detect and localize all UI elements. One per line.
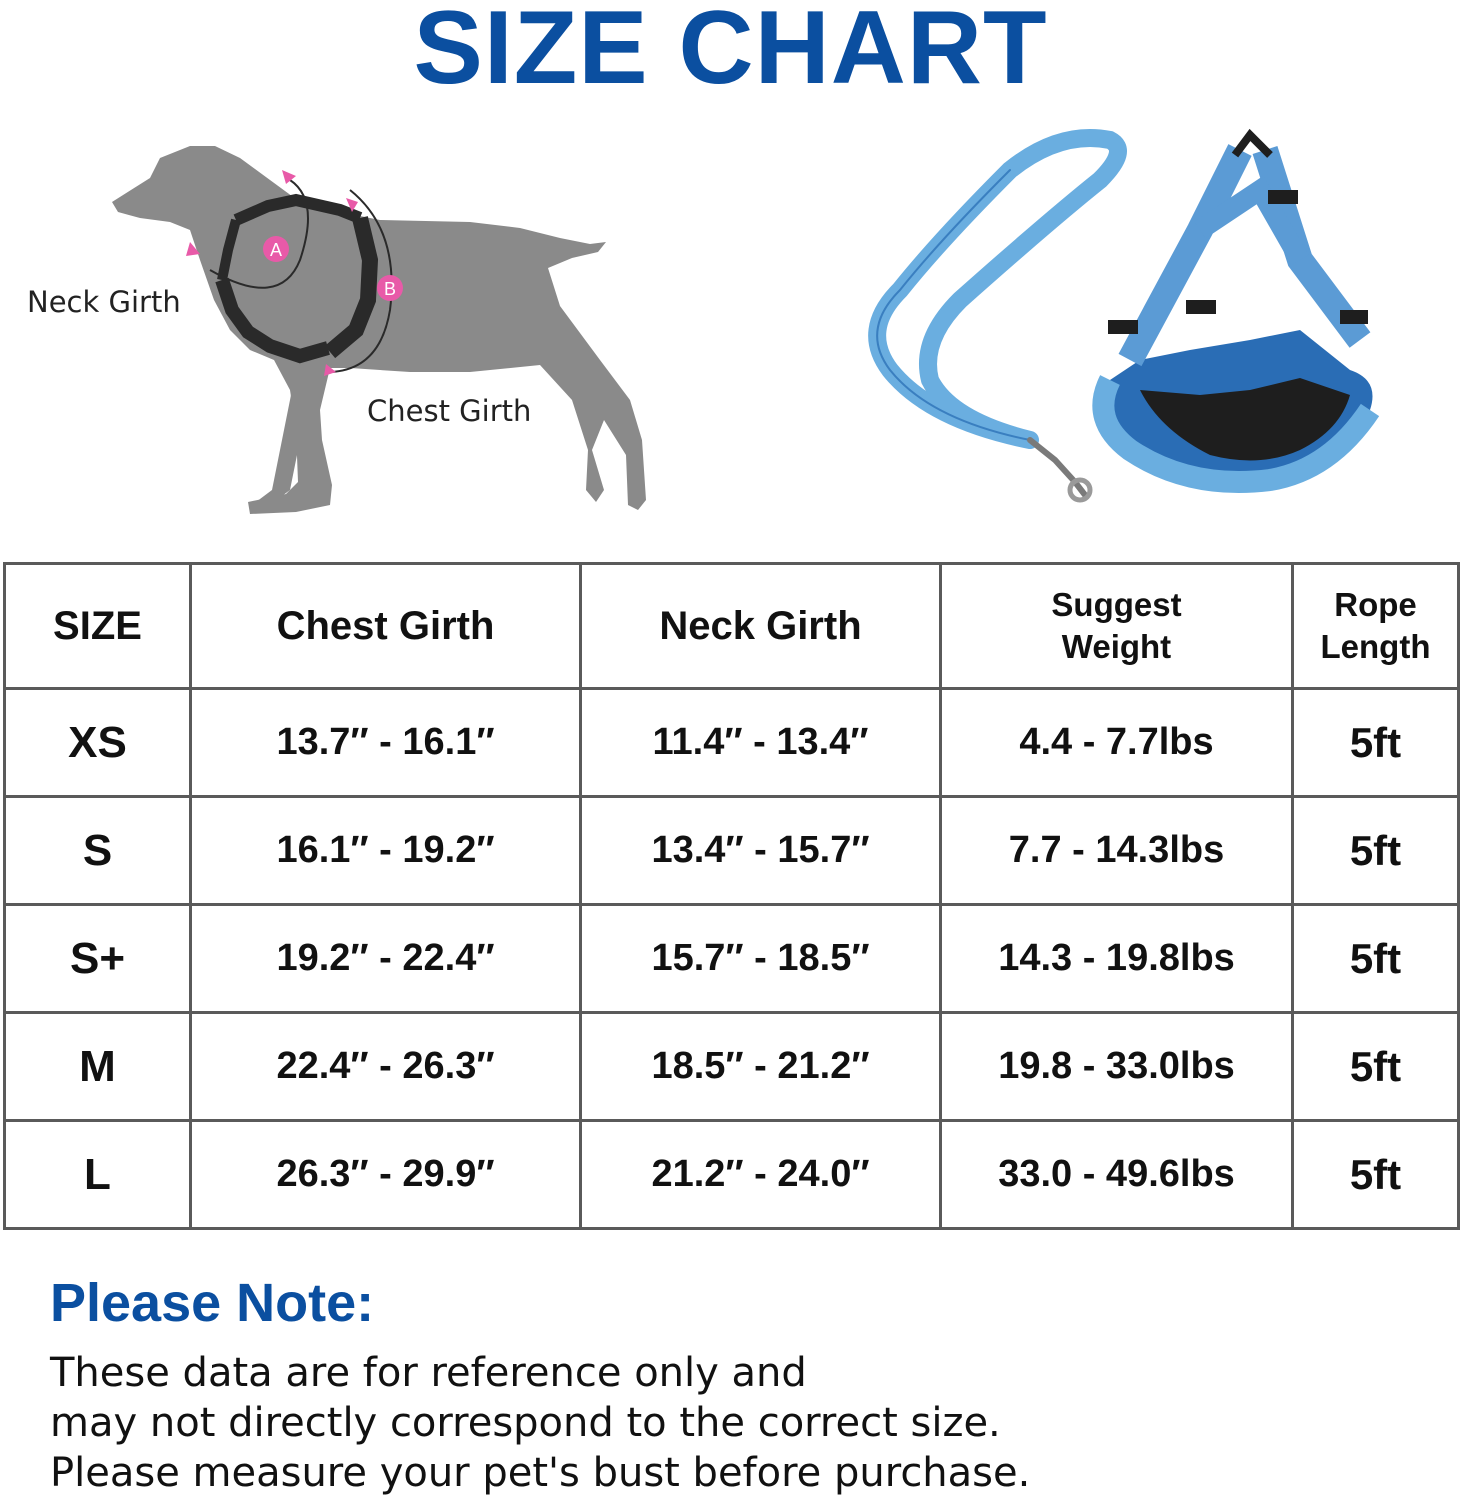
size-cell: S+ (5, 905, 191, 1013)
chest-cell: 22.4″ - 26.3″ (191, 1013, 581, 1121)
neck-cell: 11.4″ - 13.4″ (581, 689, 941, 797)
chest-girth-label: Chest Girth (367, 394, 532, 428)
note-line: Please measure your pet's bust before purchase. (50, 1450, 1031, 1496)
table-row (5, 797, 1459, 905)
weight-cell: 4.4 - 7.7lbs (941, 689, 1293, 797)
page-title: SIZE CHART (413, 0, 1048, 106)
rope-cell: 5ft (1293, 1013, 1459, 1121)
rope-cell: 5ft (1293, 689, 1459, 797)
header-chest-girth: Chest Girth (191, 564, 581, 689)
size-cell: S (5, 797, 191, 905)
table-row (5, 1121, 1459, 1229)
neck-cell: 21.2″ - 24.0″ (581, 1121, 941, 1229)
header-rope-length: Rope Length (1293, 564, 1459, 689)
chest-cell: 13.7″ - 16.1″ (191, 689, 581, 797)
weight-cell: 19.8 - 33.0lbs (941, 1013, 1293, 1121)
table-row (5, 905, 1459, 1013)
svg-text:A: A (269, 240, 283, 260)
rope-cell: 5ft (1293, 905, 1459, 1013)
table-header-row (5, 564, 1459, 689)
header-neck-girth: Neck Girth (581, 564, 941, 689)
weight-cell: 14.3 - 19.8lbs (941, 905, 1293, 1013)
chest-cell: 26.3″ - 29.9″ (191, 1121, 581, 1229)
table-row (5, 1013, 1459, 1121)
marker-b-icon (377, 275, 403, 301)
marker-a-icon (263, 236, 289, 262)
svg-text:B: B (383, 279, 397, 299)
size-cell: M (5, 1013, 191, 1121)
size-cell: XS (5, 689, 191, 797)
neck-cell: 15.7″ - 18.5″ (581, 905, 941, 1013)
note-line: These data are for reference only and (50, 1350, 807, 1396)
dog-illustration (112, 146, 646, 514)
note-line: may not directly correspond to the correct size. (50, 1400, 1001, 1446)
header-suggest-weight: Suggest Weight (941, 564, 1293, 689)
note-heading: Please Note: (50, 1273, 375, 1333)
weight-cell: 7.7 - 14.3lbs (941, 797, 1293, 905)
size-cell: L (5, 1121, 191, 1229)
harness-illustration (1103, 135, 1372, 482)
chest-cell: 16.1″ - 19.2″ (191, 797, 581, 905)
leash-illustration (877, 138, 1118, 500)
rope-cell: 5ft (1293, 1121, 1459, 1229)
neck-girth-label: Neck Girth (27, 285, 181, 319)
table-row (5, 689, 1459, 797)
header-size: SIZE (5, 564, 191, 689)
size-table (3, 562, 1460, 1230)
weight-cell: 33.0 - 49.6lbs (941, 1121, 1293, 1229)
neck-cell: 13.4″ - 15.7″ (581, 797, 941, 905)
product-illustration (0, 110, 1461, 540)
neck-cell: 18.5″ - 21.2″ (581, 1013, 941, 1121)
chest-cell: 19.2″ - 22.4″ (191, 905, 581, 1013)
rope-cell: 5ft (1293, 797, 1459, 905)
